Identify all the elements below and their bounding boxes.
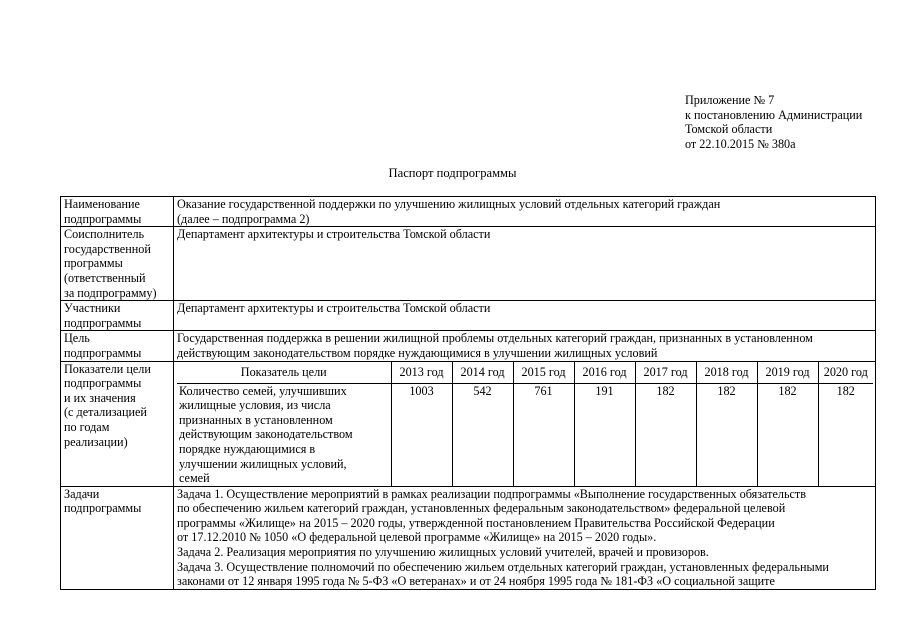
task-line: законами от 12 января 1995 года № 5-ФЗ «О ветеранах» и от 24 ноября 1995 года № 181-ФЗ «О социальной защите <box>177 574 775 589</box>
row-value: Оказание государственной поддержки по улучшению жилищных условий отдельных категорий граждан (далее – подпрограмма 2) <box>174 197 876 227</box>
row-tasks <box>61 486 876 589</box>
indicator-value: 761 <box>513 383 574 486</box>
row-value: Департамент архитектуры и строительства Томской области <box>174 227 876 301</box>
row-value: Департамент архитектуры и строительства Томской области <box>174 301 876 331</box>
row-participants <box>61 301 876 331</box>
row-coexecutor <box>61 227 876 301</box>
year-header: 2019 год <box>757 362 818 384</box>
indicator-value: 182 <box>757 383 818 486</box>
indicator-header: Показатель цели <box>177 362 391 384</box>
indicator-name: Количество семей, улучшивших жилищные условия, из числа признанных в установленном действующим законодательством порядке нуждающимися в улучшении жилищных условий, семей <box>177 383 391 486</box>
row-indicators <box>61 361 876 486</box>
indicator-value: 182 <box>696 383 757 486</box>
appendix-line: к постановлению Администрации <box>685 107 863 122</box>
document-title: Паспорт подпрограммы <box>388 166 517 180</box>
row-name <box>61 197 876 227</box>
task-line: по обеспечению жильем категорий граждан, установленных федеральным законодательством» федеральной целевой <box>177 501 786 516</box>
row-value: Государственная поддержка в решении жилищной проблемы отдельных категорий граждан, признанных в установленном действующим законодательством порядке нуждающимися в улучшении жилищных условий <box>174 331 876 361</box>
tasks-value <box>174 486 876 589</box>
indicator-value: 1003 <box>391 383 452 486</box>
row-label: Показатели цели подпрограммы и их значения (с детализацией по годам реализации) <box>61 361 174 486</box>
indicator-value: 182 <box>818 383 873 486</box>
indicator-value: 182 <box>635 383 696 486</box>
row-label: Наименование подпрограммы <box>61 197 174 227</box>
indicator-value: 542 <box>452 383 513 486</box>
indicator-value: 191 <box>574 383 635 486</box>
appendix-line: от 22.10.2015 № 380а <box>685 136 796 151</box>
indicators-cell <box>174 361 876 486</box>
passport-table <box>60 196 876 590</box>
appendix-block <box>685 93 900 151</box>
year-header: 2014 год <box>452 362 513 384</box>
appendix-line: Томской области <box>685 122 773 137</box>
task-line: Задача 1. Осуществление мероприятий в рамках реализации подпрограммы «Выполнение государственных обязательств <box>177 486 807 501</box>
row-goal <box>61 331 876 361</box>
year-header: 2016 год <box>574 362 635 384</box>
year-header: 2018 год <box>696 362 757 384</box>
year-header: 2020 год <box>818 362 873 384</box>
indicators-table <box>177 362 873 486</box>
row-label: Соисполнитель государственной программы (ответственный за подпрограмму) <box>61 227 174 301</box>
task-line: программы «Жилище» на 2015 – 2020 годы, утвержденной постановлением Правительства Российской Федерации <box>177 515 775 530</box>
row-label: Задачи подпрограммы <box>61 486 174 589</box>
year-header: 2013 год <box>391 362 452 384</box>
indicators-header-row <box>177 362 873 384</box>
task-line: от 17.12.2010 № 1050 «О федеральной целевой программе «Жилище» на 2015 – 2020 годы». <box>177 530 657 545</box>
appendix-line: Приложение № 7 <box>685 93 775 107</box>
year-header: 2017 год <box>635 362 696 384</box>
task-line: Задача 3. Осуществление полномочий по обеспечению жильем отдельных категорий граждан, установленных федеральными <box>177 559 829 574</box>
row-label: Цель подпрограммы <box>61 331 174 361</box>
task-line: Задача 2. Реализация мероприятия по улучшению жилищных условий учителей, врачей и провизоров. <box>177 545 709 560</box>
row-label: Участники подпрограммы <box>61 301 174 331</box>
year-header: 2015 год <box>513 362 574 384</box>
indicators-value-row <box>177 383 873 486</box>
